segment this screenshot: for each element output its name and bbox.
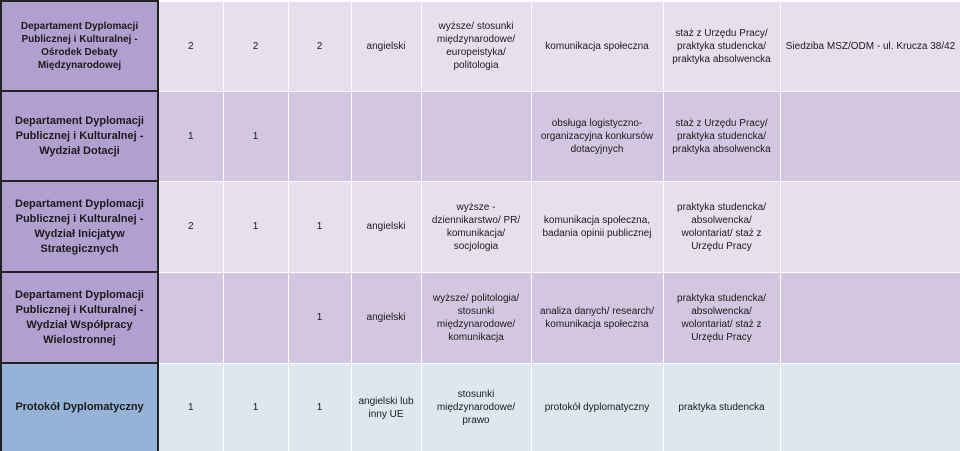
table-row — [1, 91, 960, 181]
skills-cell: komunikacja społeczna, badania opinii publicznej — [531, 181, 663, 272]
education-cell: stosunki międzynarodowe/ prawo — [421, 363, 531, 451]
count-cell — [158, 272, 223, 363]
count-cell: 1 — [158, 91, 223, 181]
count-cell: 2 — [158, 181, 223, 272]
education-cell: wyższe/ stosunki międzynarodowe/ europeistyka/ politologia — [421, 1, 531, 91]
table-row — [1, 181, 960, 272]
count-cell: 1 — [288, 272, 351, 363]
department-cell: Departament Dyplomacji Publicznej i Kulturalnej - Wydział Inicjatyw Strategicznych — [1, 181, 158, 272]
count-cell: 1 — [158, 363, 223, 451]
count-cell — [288, 91, 351, 181]
language-cell — [351, 91, 421, 181]
language-cell: angielski — [351, 272, 421, 363]
education-cell — [421, 91, 531, 181]
count-cell: 1 — [288, 363, 351, 451]
location-cell — [780, 91, 960, 181]
count-cell: 1 — [288, 181, 351, 272]
table-row — [1, 363, 960, 451]
type-cell: staż z Urzędu Pracy/ praktyka studencka/ praktyka absolwencka — [663, 91, 780, 181]
skills-cell: obsługa logistyczno-organizacyjna konkursów dotacyjnych — [531, 91, 663, 181]
type-cell: praktyka studencka/ absolwencka/ wolontariat/ staż z Urzędu Pracy — [663, 272, 780, 363]
location-cell — [780, 181, 960, 272]
count-cell: 2 — [223, 1, 288, 91]
education-cell: wyższe - dziennikarstwo/ PR/ komunikacja/ socjologia — [421, 181, 531, 272]
skills-cell: protokół dyplomatyczny — [531, 363, 663, 451]
department-cell: Protokół Dyplomatyczny — [1, 363, 158, 451]
department-cell: Departament Dyplomacji Publicznej i Kulturalnej - Ośrodek Debaty Międzynarodowej — [1, 1, 158, 91]
language-cell: angielski — [351, 1, 421, 91]
count-cell: 1 — [223, 91, 288, 181]
table-row — [1, 272, 960, 363]
count-cell — [223, 272, 288, 363]
location-cell — [780, 363, 960, 451]
type-cell: praktyka studencka/ absolwencka/ wolontariat/ staż z Urzędu Pracy — [663, 181, 780, 272]
type-cell: praktyka studencka — [663, 363, 780, 451]
count-cell: 2 — [288, 1, 351, 91]
count-cell: 2 — [158, 1, 223, 91]
count-cell: 1 — [223, 363, 288, 451]
type-cell: staż z Urzędu Pracy/ praktyka studencka/ praktyka absolwencka — [663, 1, 780, 91]
skills-cell: analiza danych/ research/ komunikacja społeczna — [531, 272, 663, 363]
department-cell: Departament Dyplomacji Publicznej i Kulturalnej - Wydział Dotacji — [1, 91, 158, 181]
language-cell: angielski lub inny UE — [351, 363, 421, 451]
location-cell: Siedziba MSZ/ODM - ul. Krucza 38/42 — [780, 1, 960, 91]
count-cell: 1 — [223, 181, 288, 272]
language-cell: angielski — [351, 181, 421, 272]
department-cell: Departament Dyplomacji Publicznej i Kulturalnej - Wydział Współpracy Wielostronnej — [1, 272, 158, 363]
education-cell: wyższe/ politologia/ stosunki międzynarodowe/ komunikacja — [421, 272, 531, 363]
location-cell — [780, 272, 960, 363]
table-row — [1, 1, 960, 91]
skills-cell: komunikacja społeczna — [531, 1, 663, 91]
